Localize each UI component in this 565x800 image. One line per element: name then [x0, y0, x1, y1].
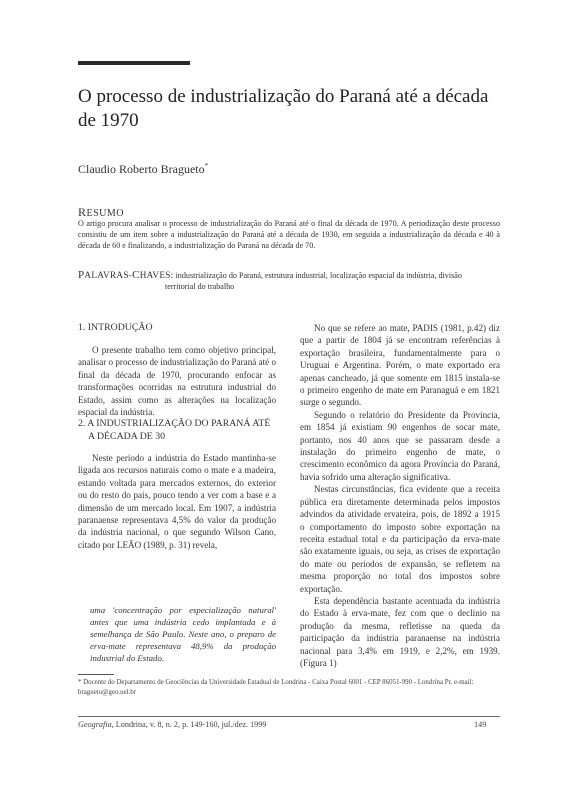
- keywords-heading-c: C: [132, 269, 140, 281]
- author-footnote-mark: *: [204, 162, 209, 170]
- abstract-text: O artigo procura analisar o processo de industrialização do Paraná até o final da década de 1970. A periodização deste processo consistiu de um item sobre a industrialização do Paraná até a década de 1930, em seguida a industrialização da década e 40 à década de 60 e finalizando, a industrialização do Paraná na década de 70.: [78, 219, 500, 251]
- section2-heading-line2: A DÉCADA DE 30: [88, 430, 166, 442]
- right-paragraph-3: Nestas circunstâncias, fica evidente que a receita pública era diretamente determinada pelos impostos advindos da atividade ervateira, pois, de 1892 a 1915 o comportamento do imposto sobre exportação na receita estadual total e da participação da erva-mate são exatamente iguais, ou seja, as crises de exportação do mate ou períodos de expansão, se refletem na mesma proporção no total dos impostos sobre exportação.: [300, 484, 500, 594]
- right-paragraph-1: No que se refere ao mate, PADIS (1981, p.42) diz que a partir de 1804 já se encontram referências à exportação brasileira, fundamentalmente para o Uruguai e Argentina. Porém, o mate exportado era apenas cancheado, já que somente em 1815 instala-se o primeiro engenho de mate em Paranaguá e em 1821 surge o segundo.: [300, 323, 500, 408]
- section2-heading-line1: 2. A INDUSTRIALIZAÇÃO DO PARANÁ ATÉ: [78, 418, 271, 429]
- title-rule: [78, 61, 190, 65]
- right-paragraph-2: Segundo o relatório do Presidente da Província, em 1854 já existiam 90 engenhos de socar mate, portanto, nos 40 anos que se passaram desde a instalação do primeiro engenho de mate, o crescimento econômico da agora Província do Paraná, havia sofrido uma alteração significativa.: [300, 409, 500, 482]
- abstract-heading-rest: ESUMO: [86, 208, 125, 219]
- keywords-line1: industrialização do Paraná, estrutura industrial, localização espacial da indústria, divisão: [175, 271, 462, 280]
- page-number: 149: [474, 720, 487, 729]
- section2-body: [78, 452, 276, 551]
- journal-name: Geografia,: [78, 720, 114, 729]
- footnote-rule: [78, 674, 114, 675]
- journal-details: Londrina, v. 8, n. 2, p. 149-160, jul./dez. 1999: [113, 720, 267, 729]
- keywords-block: [78, 270, 500, 292]
- right-paragraph-4: Esta dependência bastante acentuada da indústria do Estado à erva-mate, fez com que o declínio na produção da mesma, refletisse na queda da participação da indústria paranaense na indústria nacional para 3,4% em 1919, e 2,2%, em 1939. (Figura 1): [300, 595, 500, 668]
- footer-rule: [78, 716, 500, 717]
- author-text: Claudio Roberto Bragueto: [78, 162, 205, 176]
- keywords-heading-p: P: [78, 269, 85, 281]
- keywords-line2: territorial do trabalho: [165, 282, 235, 292]
- block-quote: uma 'concentração por especialização natural' antes que uma indústria cedo implantada e à semelhança de São Paulo. Neste ano, o preparo de erva-mate representava 48,9% da produção industrial do Estado.: [90, 605, 276, 663]
- section1-body: [78, 344, 276, 418]
- section1-paragraph: O presente trabalho tem como objetivo principal, analisar o processo de industrialização do Paraná até o final da década de 1970, procurando enfocar as transformações ocorridas na estrutura industrial do Estado, assim como as alterações na localização espacial da indústria.: [78, 345, 276, 418]
- right-column: [300, 322, 500, 669]
- keywords-heading: PALAVRAS-CHAVES:: [78, 269, 174, 281]
- journal-citation: [78, 720, 266, 729]
- article-title: O processo de industrialização do Paraná até a década de 1970: [78, 86, 489, 131]
- section2-heading: [78, 418, 288, 443]
- author-name: [78, 162, 208, 177]
- abstract-heading-initial: R: [78, 205, 87, 219]
- section1-heading: 1. INTRODUÇÃO: [78, 322, 153, 333]
- section2-paragraph: Neste período a indústria do Estado mantinha-se ligada aos recursos naturais como o mate e a madeira, estando voltada para mercados externos, do exterior ou do resto do país, pouco tendo a ver com a base e a dimensão de um mercado local. Em 1907, a indústria paranaense representava 4,5% do valor da produção da indústria nacional, o que segundo Wilson Cano, citado por LEÃO (1989, p. 31) revela,: [78, 453, 276, 550]
- footnote: * Docente do Departamento de Geociências da Universidade Estadual de Londrina - Caixa Postal 6001 - CEP 86051-990 - Londrina Pr. e-mail: bragueto@geo.uel.br: [78, 679, 474, 696]
